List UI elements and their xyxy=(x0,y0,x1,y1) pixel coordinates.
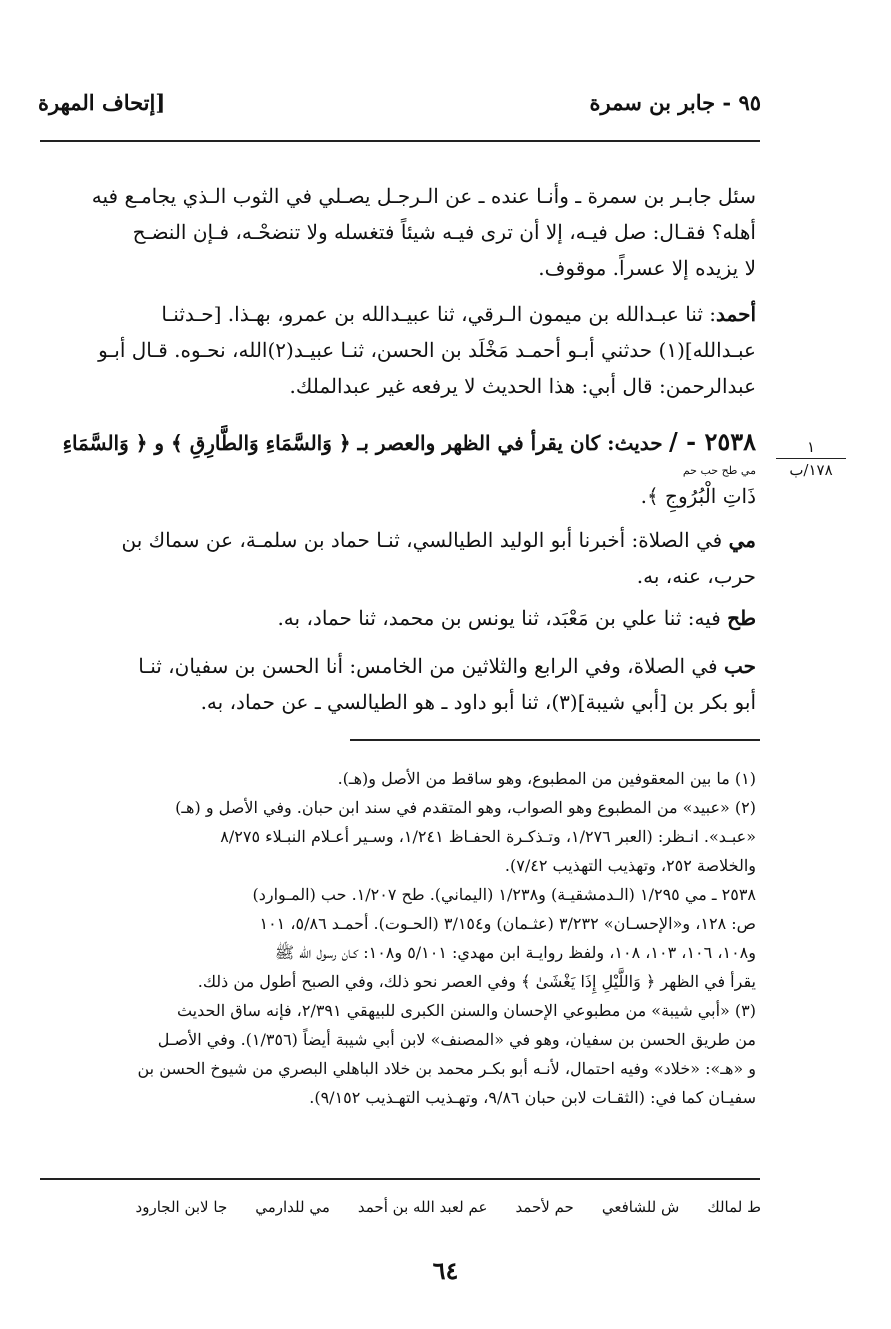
footnote-line: (٣) «أبي شيبة» من مطبوعي الإحسان والسنن الكبرى للبيهقي ٢/٣٩١، فإنه ساق الحديث xyxy=(176,1001,756,1020)
footnote-line: يقرأ في الظهر ﴿ وَاللَّيْلِ إِذَا يَغْشَىٰ ﴾ وفي العصر نحو ذلك، وفي الصبح أطول من ذلك. xyxy=(197,972,756,991)
abbreviations-rule xyxy=(40,1178,760,1180)
text-span: في الصلاة، وفي الرابع والثلاثين من الخامس: أنا الحسن بن سفيان، ثنـا xyxy=(138,654,718,678)
footnote-line: و «هـ»: «خلاد» وفيه احتمال، لأنـه أبو بكـر محمد بن خلاد الباهلي البصري من شيوخ الحسن بن xyxy=(137,1059,756,1078)
abbreviation-item: حم لأحمد xyxy=(515,1198,574,1216)
margin-note-top: ١ xyxy=(806,438,816,456)
source-label: مي xyxy=(728,528,756,552)
text-line: حرب، عنه، به. xyxy=(636,564,756,588)
paragraph-tah xyxy=(44,600,756,636)
abbreviation-item: عم لعبد الله بن أحمد xyxy=(357,1198,488,1216)
margin-note xyxy=(770,438,852,479)
text-span: في الصلاة: أخبرنا أبو الوليد الطيالسي، ثنـا حماد بن سلمـة، عن سماك بن xyxy=(121,528,723,552)
text-line: أبو بكر بن [أبي شيبة](٣)، ثنا أبو داود ـ هو الطيالسي ـ عن حماد، به. xyxy=(200,690,756,714)
paragraph-1 xyxy=(44,178,756,286)
hadith-heading xyxy=(44,420,756,514)
margin-note-bottom: ١٧٨/ب xyxy=(789,461,833,479)
text-line: ذَاتِ الْبُرُوجِ ﴾. xyxy=(640,484,756,508)
text-line xyxy=(44,648,756,684)
text-span: : ثنا عبـدالله بن ميمون الـرقي، ثنا عبيـدالله بن عمرو، بهـذا. [حـدثنـا xyxy=(161,302,717,326)
margin-note-divider xyxy=(776,458,846,459)
footnote-line: و١٠٨، ١٠٦، ١٠٣، ١٠٨، ولفظ روايـة ابن مهدي: ٥/١٠١ و١٠٨: كـان رسول الله ﷺ xyxy=(274,943,756,962)
text-line: عبدالرحمن: قال أبي: هذا الحديث لا يرفعه غير عبدالملك. xyxy=(289,374,756,398)
footnote-rule xyxy=(350,739,760,741)
chapter-title: ٩٥ - جابر بن سمرة xyxy=(589,90,761,115)
footnotes xyxy=(44,764,756,1112)
text-line: سئل جابـر بن سمرة ـ وأنـا عنده ـ عن الـرجـل يصـلي في الثوب الـذي يجامـع فيه xyxy=(91,184,756,208)
hadith-sources-tag: مي طح حب حم xyxy=(682,464,756,477)
book-title: [إتحاف المهرة xyxy=(38,90,166,115)
abbreviation-item: ط لمالك xyxy=(707,1198,761,1216)
text-line: أهله؟ فقـال: صل فيـه، إلا أن ترى فيـه شيئاً فتغسله ولا تنضحْـه، فـإن النضـح xyxy=(132,220,756,244)
footnote-line: (٢) «عبيد» من المطبوع وهو الصواب، وهو المتقدم في سند ابن حبان. وفي الأصل و (هـ) xyxy=(175,798,756,817)
page-number: ٦٤ xyxy=(432,1256,459,1285)
paragraph-hib xyxy=(44,648,756,720)
text-line: لا يزيده إلا عسراً. موقوف. xyxy=(538,256,756,280)
footnote-line: من طريق الحسن بن سفيان، وهو في «المصنف» لابن أبي شيبة أيضاً (١/٣٥٦). وفي الأصـل xyxy=(157,1030,756,1049)
source-label: طح xyxy=(727,606,756,630)
abbreviation-item: جا لابن الجارود xyxy=(135,1198,228,1216)
hadith-text: حديث: كان يقرأ في الظهر والعصر بـ ﴿ وَالسَّمَاءِ وَالطَّارِقِ ﴾ و ﴿ وَالسَّمَاءِ xyxy=(62,431,663,455)
header-rule xyxy=(40,140,760,142)
footnote-line: «عبـد». انـظر: (العبر ١/٢٧٦، وتـذكـرة الحفـاظ ١/٢٤١، وسـير أعـلام النبـلاء ٨/٢٧٥ xyxy=(220,827,756,846)
abbreviation-item: ش للشافعي xyxy=(601,1198,680,1216)
text-line xyxy=(44,296,756,332)
paragraph-2 xyxy=(44,296,756,404)
footnote-line: ٢٥٣٨ ـ مي ١/٢٩٥ (الـدمشقيـة) و١/٢٣٨ (اليماني). طح ١/٢٠٧. حب (المـوارد) xyxy=(252,885,756,904)
text-line: عبـدالله](١) حدثني أبـو أحمـد مَخْلَد بن الحسن، ثنـا عبيـد(٢)الله، نحـوه. قـال أبـو xyxy=(98,338,756,362)
text-line xyxy=(44,600,756,636)
source-label: أحمد xyxy=(716,302,756,326)
hadith-number: ٢٥٣٨ - / xyxy=(669,427,756,456)
footnote-line: والخلاصة ٢٥٢، وتهذيب التهذيب ٧/٤٢). xyxy=(504,856,756,875)
text-line xyxy=(44,420,756,464)
paragraph-mi xyxy=(44,522,756,594)
text-line xyxy=(44,522,756,558)
footnote-line: (١) ما بين المعقوفين من المطبوع، وهو ساقط من الأصل و(هـ). xyxy=(337,769,756,788)
footnote-line: ص: ١٢٨، و«الإحسـان» ٣/٢٣٢ (عثـمان) و٣/١٥٤ (الحـوت). أحمـد ٥/٨٦، ١٠١ xyxy=(259,914,756,933)
abbreviations-legend xyxy=(41,1198,761,1216)
text-span: فيه: ثنا علي بن مَعْبَد، ثنا يونس بن محمد، ثنا حماد، به. xyxy=(277,606,721,630)
source-label: حب xyxy=(723,654,756,678)
abbreviation-item: مي للدارمي xyxy=(255,1198,330,1216)
footnote-line: سفيـان كما في: (الثقـات لابن حبان ٩/٨٦، وتهـذيب التهـذيب ٩/١٥٢). xyxy=(309,1088,756,1107)
